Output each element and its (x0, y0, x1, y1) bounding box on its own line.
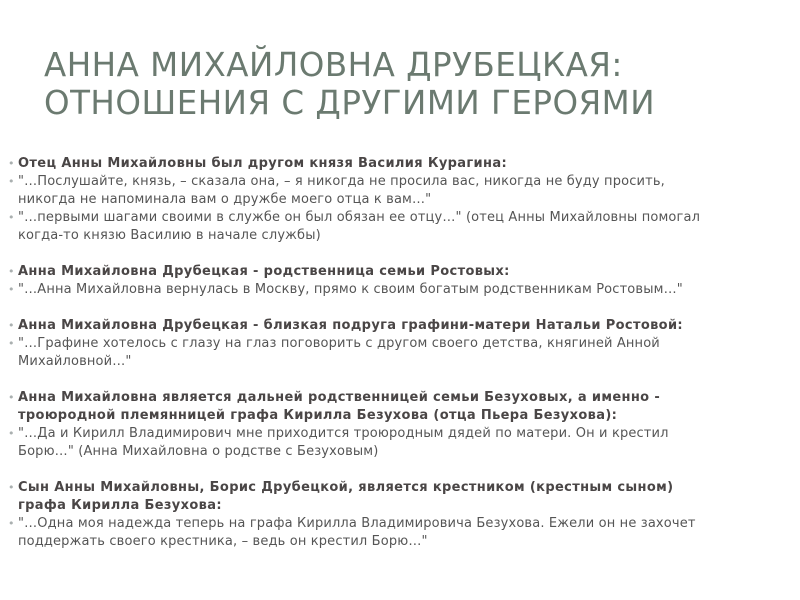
bullet-icon: • (8, 319, 15, 332)
spacer (0, 245, 800, 263)
section-heading-godson: • Сын Анны Михайловны, Борис Друбецкой, является крестником (крестным сыном) графа Кирилла Безухова: (8, 480, 674, 513)
section-heading-father: • Отец Анны Михайловны был другом князя Василия Курагина: (8, 156, 508, 171)
slide-title (44, 46, 784, 122)
section-heading-bezukhovs: • Анна Михайловна является дальней родственницей семьи Безуховых, а именно - троюродной племянницей графа Кирилла Безухова (отца Пьера Безухова): (8, 390, 661, 423)
slide-title-line-2: ОТНОШЕНИЯ С ДРУГИМИ ГЕРОЯМИ (44, 84, 656, 122)
spacer (0, 461, 800, 479)
spacer (0, 371, 800, 389)
section-heading-rostovs: • Анна Михайловна Друбецкая - родственница семьи Ростовых: (8, 264, 510, 279)
bullet-icon: • (8, 517, 15, 530)
slide-title-line-1: АННА МИХАЙЛОВНА ДРУБЕЦКАЯ: (44, 46, 623, 84)
bullet-icon: • (8, 427, 15, 440)
bullet-icon: • (8, 265, 15, 278)
slide-body (0, 155, 800, 551)
quote-item: • "…Послушайте, князь, – сказала она, – я никогда не просила вас, никогда не буду просить, никогда не напоминала вам о дружбе моего отца к вам…" (8, 174, 665, 207)
quote-item: • "…Графине хотелось с глазу на глаз поговорить с другом своего детства, княгиней Анной Михайловной…" (8, 336, 660, 369)
bullet-icon: • (8, 157, 15, 170)
bullet-icon: • (8, 391, 15, 404)
bullet-icon: • (8, 175, 15, 188)
quote-item: • "…первыми шагами своими в службе он был обязан ее отцу…" (отец Анны Михайловны помогал когда-то князю Василию в начале службы) (8, 210, 701, 243)
quote-item: • "…Анна Михайловна вернулась в Москву, прямо к своим богатым родственникам Ростовым…" (8, 282, 683, 297)
quote-item: • "…Да и Кирилл Владимирович мне приходится троюродным дядей по матери. Он и крестил Борю…" (Анна Михайловна о родстве с Безуховым) (8, 426, 669, 459)
bullet-icon: • (8, 481, 15, 494)
quote-item: • "…Одна моя надежда теперь на графа Кирилла Владимировича Безухова. Ежели он не захочет поддержать своего крестника, – ведь он крестил Борю…" (8, 516, 696, 549)
section-heading-countess: • Анна Михайловна Друбецкая - близкая подруга графини-матери Натальи Ростовой: (8, 318, 683, 333)
bullet-icon: • (8, 337, 15, 350)
bullet-icon: • (8, 283, 15, 296)
bullet-icon: • (8, 211, 15, 224)
spacer (0, 299, 800, 317)
